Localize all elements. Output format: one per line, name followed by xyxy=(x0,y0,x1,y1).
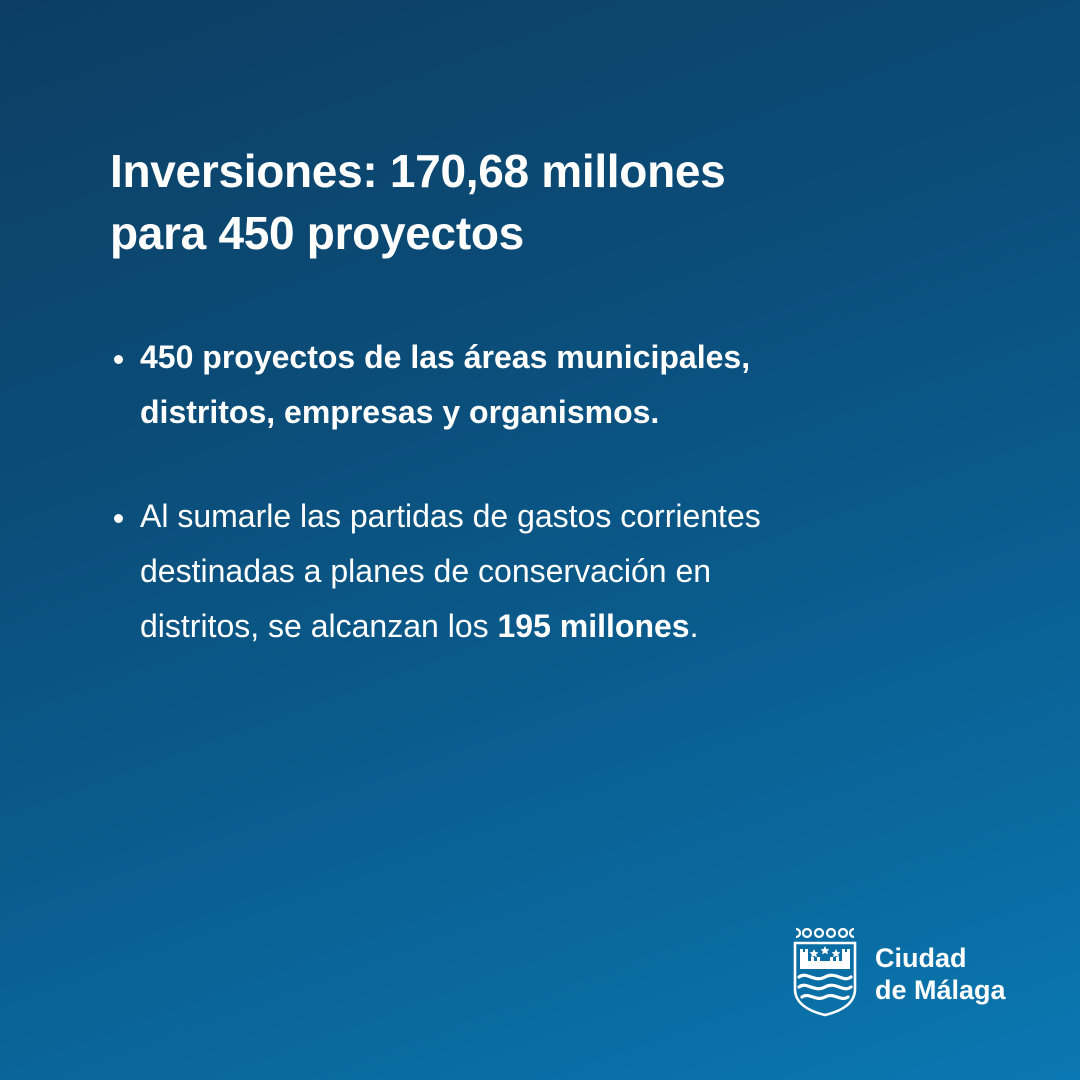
bullet-dot-icon xyxy=(114,514,123,523)
bullet-item-projects xyxy=(110,330,930,440)
bullet-dot-icon xyxy=(114,355,123,364)
title-line-1: Inversiones: 170,68 millones xyxy=(110,145,726,197)
bullet-1-line-1: 450 proyectos de las áreas municipales, xyxy=(140,339,751,375)
logo-line-2: de Málaga xyxy=(875,975,1006,1005)
bullet-item-total xyxy=(110,489,930,654)
bullet-2-highlight: 195 millones xyxy=(497,608,690,644)
city-crest-icon xyxy=(792,925,858,1017)
bullet-2-line-3 xyxy=(140,599,930,654)
logo-text xyxy=(875,942,1006,1006)
bullet-2-line-1: Al sumarle las partidas de gastos corrientes xyxy=(140,498,761,534)
logo-line-1: Ciudad xyxy=(875,943,967,973)
city-logo xyxy=(792,925,1022,1020)
bullet-1-line-2: distritos, empresas y organismos. xyxy=(140,394,660,430)
bullet-2-line-3-prefix: distritos, se alcanzan los xyxy=(140,608,498,644)
page-title xyxy=(110,140,930,264)
bullet-list xyxy=(110,330,930,703)
bullet-2-line-2: destinadas a planes de conservación en xyxy=(140,553,712,589)
bullet-2-line-3-suffix: . xyxy=(689,608,699,644)
title-line-2: para 450 proyectos xyxy=(110,207,524,259)
